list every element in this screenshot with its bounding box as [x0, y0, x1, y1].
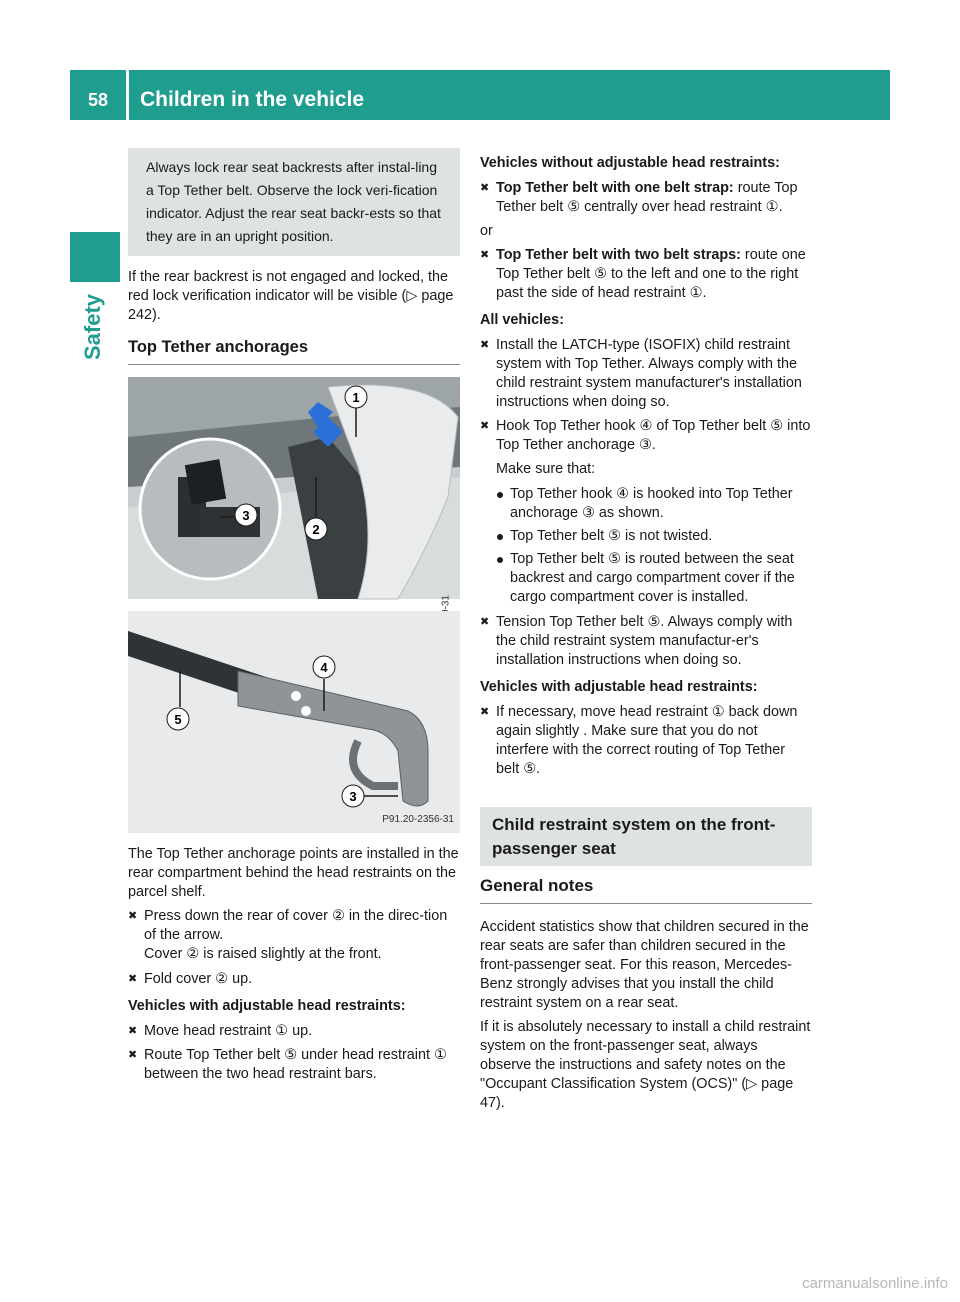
paragraph-accident-statistics: Accident statistics show that children secured in the rear seats are safer than children secured in the front-passenger seat. For this reason, Mercedes-Benz strongly advises that you install the child restraint system on a rear seat. — [480, 919, 809, 1011]
heading-top-tether-anchorages: Top Tether anchorages — [128, 338, 460, 365]
section-front-passenger-seat: Child restraint system on the front-passenger seat — [480, 807, 812, 866]
svg-text:3: 3 — [349, 789, 357, 804]
step-install: ✖ Install the LATCH-type (ISOFIX) child restraint system with Top Tether. Always comply with the child restraint system manufacturer's installation instructions when doing so. — [480, 336, 812, 412]
step-two-straps — [480, 246, 812, 303]
figure-anchorage — [128, 377, 460, 599]
step-press-result: Cover ② is raised slightly at the front. — [144, 946, 382, 962]
figure2-code: P91.20-2356-31 — [382, 814, 454, 825]
svg-text:1: 1 — [352, 390, 360, 405]
svg-text:5: 5 — [174, 712, 182, 727]
chapter-title: Children in the vehicle — [140, 88, 365, 111]
svg-text:2: 2 — [312, 522, 320, 537]
make-sure-text: Make sure that: — [496, 461, 596, 477]
side-tab-label: Safety — [80, 293, 105, 360]
step-route-belt: ✖ Route Top Tether belt ⑤ under head restraint ① between the two head restraint bars. — [128, 1046, 460, 1084]
bullet-not-twisted: Top Tether belt ⑤ is not twisted. — [480, 527, 812, 546]
bullet-hooked: Top Tether hook ④ is hooked into Top Tether anchorage ③ as shown. — [480, 485, 812, 523]
step-move-head-restraint-up: ✖ Move head restraint ① up. — [128, 1022, 460, 1041]
step-if-necessary: ✖ If necessary, move head restraint ① back down again slightly . Make sure that you do not interfere with the correct routing of Top Tether belt ⑤. — [480, 703, 812, 779]
step-hook: ✖ Hook Top Tether hook ④ of Top Tether belt ⑤ into Top Tether anchorage ③. — [480, 417, 812, 455]
header-divider — [126, 70, 129, 120]
step-one-strap — [480, 179, 812, 217]
step-tension: ✖ Tension Top Tether belt ⑤. Always comply with the child restraint system manufactur-er's installation instructions when doing so. — [480, 613, 812, 670]
paragraph-backrest: If the rear backrest is not engaged and locked, the red lock verification indicator will be visible (▷ page 242). — [128, 269, 454, 323]
bullet-routed: Top Tether belt ⑤ is routed between the seat backrest and cargo compartment cover if the cargo compartment cover is installed. — [480, 550, 812, 607]
figure-belt-hook — [128, 611, 460, 833]
watermark: carmanualsonline.info — [802, 1275, 948, 1292]
subheading-adjustable-right: Vehicles with adjustable head restraints: — [480, 679, 758, 695]
paragraph-anchorage: The Top Tether anchorage points are installed in the rear compartment behind the head restraints on the parcel shelf. — [128, 846, 459, 900]
subheading-all-vehicles: All vehicles: — [480, 312, 564, 328]
note-box: Always lock rear seat backrests after instal-ling a Top Tether belt. Observe the lock veri-fication indicator. Adjust the rear seat backr-ests so that they are in an upright position. — [128, 148, 460, 256]
figure-anchorage-illustration — [128, 377, 460, 599]
or-text: or — [480, 223, 493, 239]
left-column — [128, 148, 460, 1089]
figure-belt-hook-illustration — [128, 611, 460, 833]
page-number: 58 — [87, 90, 109, 110]
right-column — [480, 148, 812, 1118]
subheading-without-adjustable: Vehicles without adjustable head restraints: — [480, 155, 780, 171]
side-tab-marker — [70, 232, 120, 282]
step-one-strap-text: route Top Tether belt ⑤ centrally over head restraint ①. — [496, 180, 798, 215]
step-fold-cover: ✖ Fold cover ② up. — [128, 970, 460, 989]
svg-text:4: 4 — [320, 660, 328, 675]
step-two-straps-text: route one Top Tether belt ⑤ to the left and one to the right past the side of head restraint ①. — [496, 247, 806, 301]
step-one-strap-label: Top Tether belt with one belt strap: — [496, 180, 734, 196]
subheading-adjustable-left: Vehicles with adjustable head restraints: — [128, 998, 406, 1014]
svg-text:3: 3 — [242, 508, 250, 523]
paragraph-absolutely-necessary: If it is absolutely necessary to install a child restraint system on the front-passenger seat, always observe the instructions and safety notes on the "Occupant Classification System (OCS)" (▷ page 47). — [480, 1019, 811, 1111]
step-two-straps-label: Top Tether belt with two belt straps: — [496, 247, 741, 263]
step-press-cover: ✖ Press down the rear of cover ② in the direc-tion of the arrow. — [128, 907, 460, 945]
heading-general-notes: General notes — [480, 876, 812, 904]
